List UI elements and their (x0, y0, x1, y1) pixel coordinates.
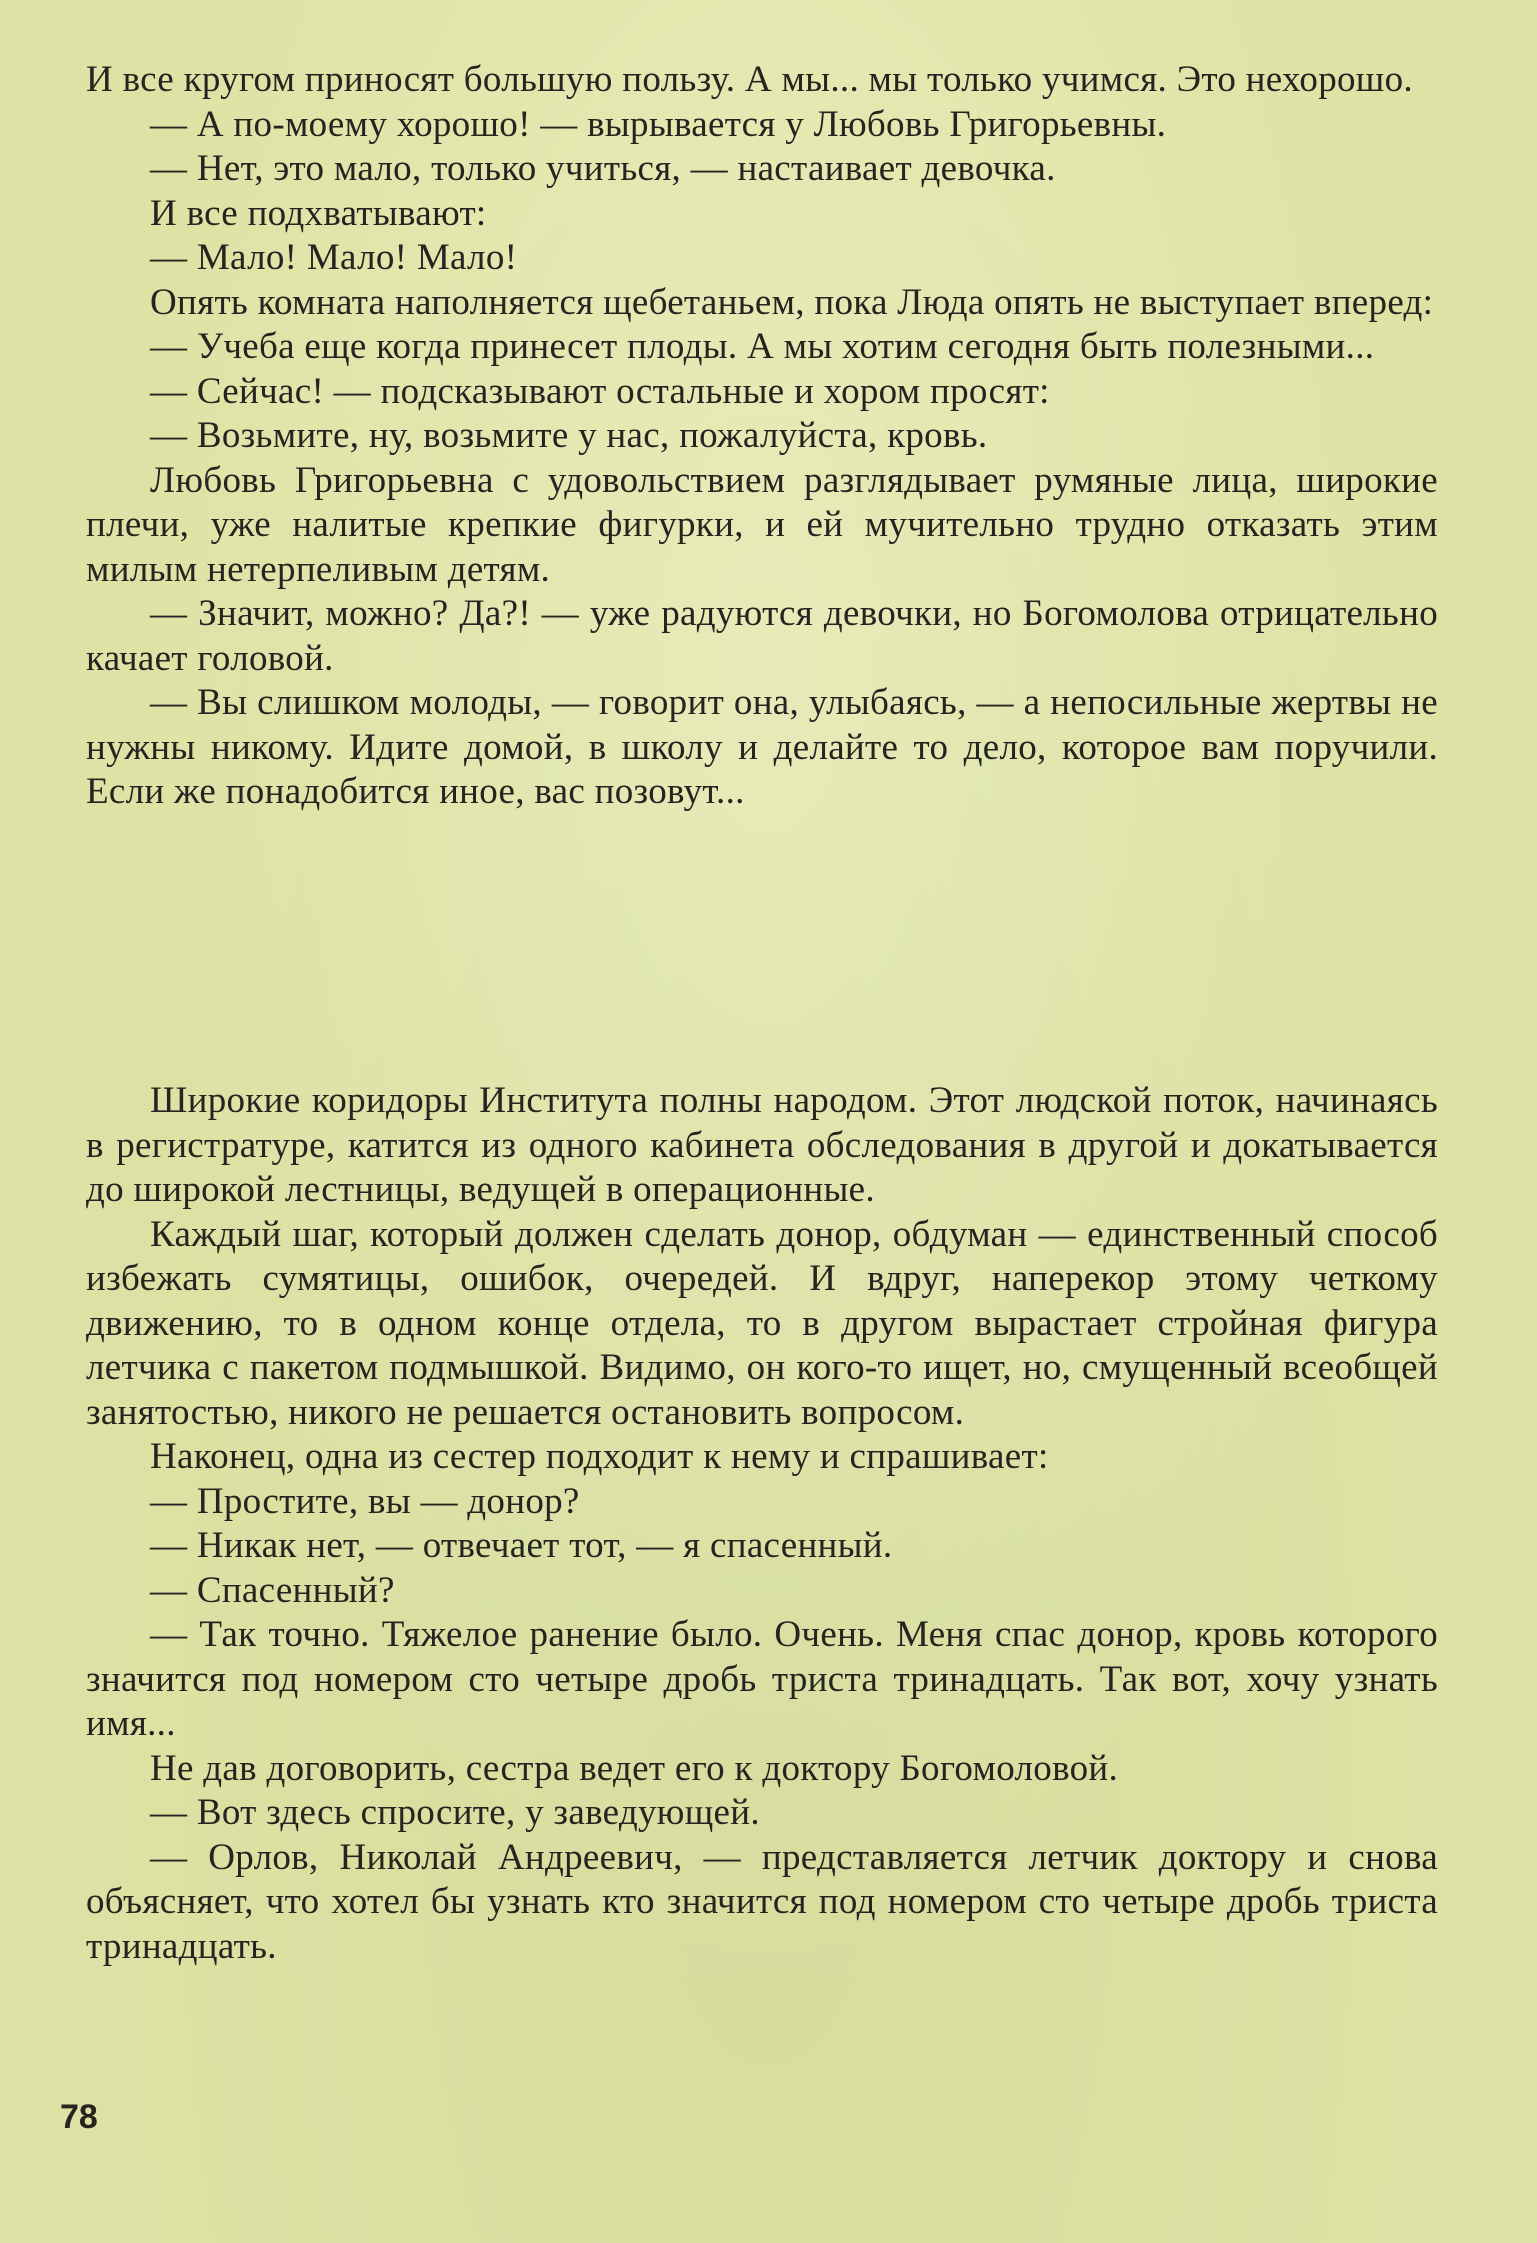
paragraph: Любовь Григорьевна с удовольствием разглядывает румяные лица, широкие плечи, уже налитые крепкие фигурки, и ей мучительно трудно отказать этим милым нетерпеливым детям. (86, 459, 1438, 590)
paragraph: — Сейчас! — подсказывают остальные и хором просят: (150, 370, 1050, 412)
paragraph: И все кругом приносят большую пользу. А мы... мы только учимся. Это нехорошо. (86, 59, 1413, 100)
paragraph: — Вот здесь спросите, у заведующей. (150, 1792, 760, 1833)
paragraph: — Спасенный? (150, 1569, 395, 1611)
paragraph: — Нет, это мало, только учиться, — настаивает девочка. (150, 148, 1056, 189)
text-section-1 (86, 58, 1438, 815)
paragraph: — Орлов, Николай Андреевич, — представляется летчик доктору и снова объясняет, что хотел бы узнать кто значится под номером сто четыре дробь триста тринадцать. (86, 1836, 1438, 1967)
page-number: 78 (60, 2098, 98, 2136)
paragraph: Не дав договорить, сестра ведет его к доктору Богомоловой. (150, 1747, 1119, 1789)
paragraph: Широкие коридоры Института полны народом. Этот людской поток, начинаясь в регистратуре, катится из одного кабинета обследования в другой и докатывается до широкой лестницы, ведущей в операционные. (86, 1080, 1438, 1210)
paragraph: — А по-моему хорошо! — вырывается у Любовь Григорьевны. (150, 103, 1167, 145)
paragraph: — Мало! Мало! Мало! (150, 237, 518, 278)
paragraph: — Учеба еще когда принесет плоды. А мы хотим сегодня быть полезными... (150, 326, 1375, 367)
paragraph: — Значит, можно? Да?! — уже радуются девочки, но Богомолова отрицательно качает головой. (86, 593, 1438, 679)
paragraph: — Вы слишком молоды, — говорит она, улыбаясь, — а непосильные жертвы не нужны никому. Идите домой, в школу и делайте то дело, которое вам поручили. Если же понадобится иное, вас позовут... (86, 682, 1438, 812)
paragraph: — Возьмите, ну, возьмите у нас, пожалуйста, кровь. (150, 415, 988, 456)
paragraph: — Никак нет, — отвечает тот, — я спасенный. (150, 1525, 893, 1566)
paragraph: Каждый шаг, который должен сделать донор, обдуман — единственный способ избежать сумятицы, ошибок, очередей. И вдруг, наперекор этому четкому движению, то в одном конце отдела, то в другом вырастает стройная фигура летчика с пакетом подмышкой. Видимо, он кого-то ищет, но, смущенный всеобщей занятостью, никого не решается остановить вопросом. (86, 1213, 1438, 1433)
paragraph: — Простите, вы — донор? (150, 1480, 580, 1522)
text-section-2 (86, 1079, 1438, 1969)
paragraph: И все подхватывают: (150, 192, 487, 234)
paragraph: — Так точно. Тяжелое ранение было. Очень. Меня спас донор, кровь которого значится под номером сто четыре дробь триста тринадцать. Так вот, хочу узнать имя... (86, 1614, 1438, 1744)
paragraph: Наконец, одна из сестер подходит к нему и спрашивает: (150, 1436, 1049, 1477)
paragraph: Опять комната наполняется щебетаньем, пока Люда опять не выступает вперед: (150, 281, 1434, 323)
